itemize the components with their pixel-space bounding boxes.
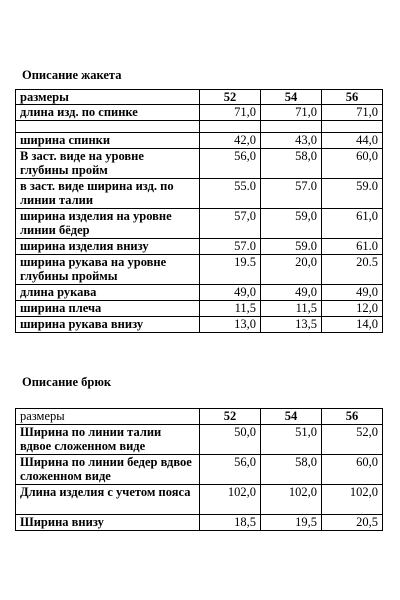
header-cell: размеры [16, 90, 200, 105]
cell-value: 58,0 [261, 455, 322, 485]
cell-value [322, 121, 383, 133]
cell-value: 102,0 [200, 485, 261, 515]
trousers-title: Описание брюк [22, 375, 112, 389]
cell-value: 43,0 [261, 133, 322, 149]
cell-value: 102,0 [261, 485, 322, 515]
header-cell: 52 [200, 409, 261, 425]
cell-value: 56,0 [200, 149, 261, 179]
table-row [16, 239, 383, 255]
cell-value: 11,5 [200, 301, 261, 317]
cell-value: 13,5 [261, 317, 322, 333]
header-cell: размеры [16, 409, 200, 425]
cell-value: 51,0 [261, 425, 322, 455]
row-label: Ширина по линии бедер вдвое сложенном виде [16, 455, 200, 485]
table-row [16, 425, 383, 455]
cell-value: 49,0 [261, 285, 322, 301]
cell-value: 20.5 [322, 255, 383, 285]
row-label: ширина спинки [16, 133, 200, 149]
table-row [16, 179, 383, 209]
cell-value: 55.0 [200, 179, 261, 209]
cell-value: 59,0 [261, 209, 322, 239]
header-cell: 54 [261, 90, 322, 105]
table-row [16, 121, 383, 133]
cell-value: 19,5 [261, 515, 322, 531]
cell-value: 57.0 [200, 239, 261, 255]
cell-value: 20,0 [261, 255, 322, 285]
row-label: ширина рукава внизу [16, 317, 200, 333]
cell-value: 58,0 [261, 149, 322, 179]
header-cell: 56 [322, 90, 383, 105]
cell-value: 14,0 [322, 317, 383, 333]
cell-value: 59.0 [322, 179, 383, 209]
cell-value: 102,0 [322, 485, 383, 515]
cell-value: 56,0 [200, 455, 261, 485]
table-row [16, 485, 383, 515]
table-row [16, 301, 383, 317]
cell-value: 71,0 [261, 105, 322, 121]
cell-value: 57.0 [261, 179, 322, 209]
cell-value: 50,0 [200, 425, 261, 455]
table-row [16, 209, 383, 239]
table-header-row [16, 90, 383, 105]
cell-value: 61.0 [322, 239, 383, 255]
cell-value: 60,0 [322, 455, 383, 485]
cell-value: 20,5 [322, 515, 383, 531]
table-header-row [16, 409, 383, 425]
row-label: Ширина внизу [16, 515, 200, 531]
table-row [16, 515, 383, 531]
cell-value: 49,0 [200, 285, 261, 301]
row-label: в заст. виде ширина изд. по линии талии [16, 179, 200, 209]
cell-value: 12,0 [322, 301, 383, 317]
row-label [16, 121, 200, 133]
header-cell: 54 [261, 409, 322, 425]
row-label: ширина изделия на уровне линии бёдер [16, 209, 200, 239]
cell-value: 52,0 [322, 425, 383, 455]
table-row [16, 133, 383, 149]
jacket-size-table [15, 89, 383, 333]
row-label: длина рукава [16, 285, 200, 301]
row-label: Длина изделия с учетом пояса [16, 485, 200, 515]
trousers-size-table [15, 408, 383, 531]
table-row [16, 317, 383, 333]
table-row [16, 455, 383, 485]
cell-value [261, 121, 322, 133]
jacket-title: Описание жакета [22, 68, 122, 82]
table-row [16, 255, 383, 285]
cell-value: 71,0 [322, 105, 383, 121]
header-cell: 52 [200, 90, 261, 105]
cell-value: 11,5 [261, 301, 322, 317]
cell-value: 13,0 [200, 317, 261, 333]
cell-value: 59.0 [261, 239, 322, 255]
cell-value: 57,0 [200, 209, 261, 239]
header-cell: 56 [322, 409, 383, 425]
cell-value: 19.5 [200, 255, 261, 285]
cell-value: 18,5 [200, 515, 261, 531]
cell-value: 44,0 [322, 133, 383, 149]
row-label: ширина изделия внизу [16, 239, 200, 255]
row-label: В заст. виде на уровне глубины пройм [16, 149, 200, 179]
cell-value: 71,0 [200, 105, 261, 121]
table-row [16, 149, 383, 179]
table-row [16, 105, 383, 121]
row-label: ширина рукава на уровне глубины проймы [16, 255, 200, 285]
cell-value: 49,0 [322, 285, 383, 301]
row-label: Ширина по линии талии вдвое сложенном виде [16, 425, 200, 455]
cell-value: 42,0 [200, 133, 261, 149]
row-label: длина изд. по спинке [16, 105, 200, 121]
row-label: ширина плеча [16, 301, 200, 317]
cell-value [200, 121, 261, 133]
table-row [16, 285, 383, 301]
cell-value: 60,0 [322, 149, 383, 179]
cell-value: 61,0 [322, 209, 383, 239]
